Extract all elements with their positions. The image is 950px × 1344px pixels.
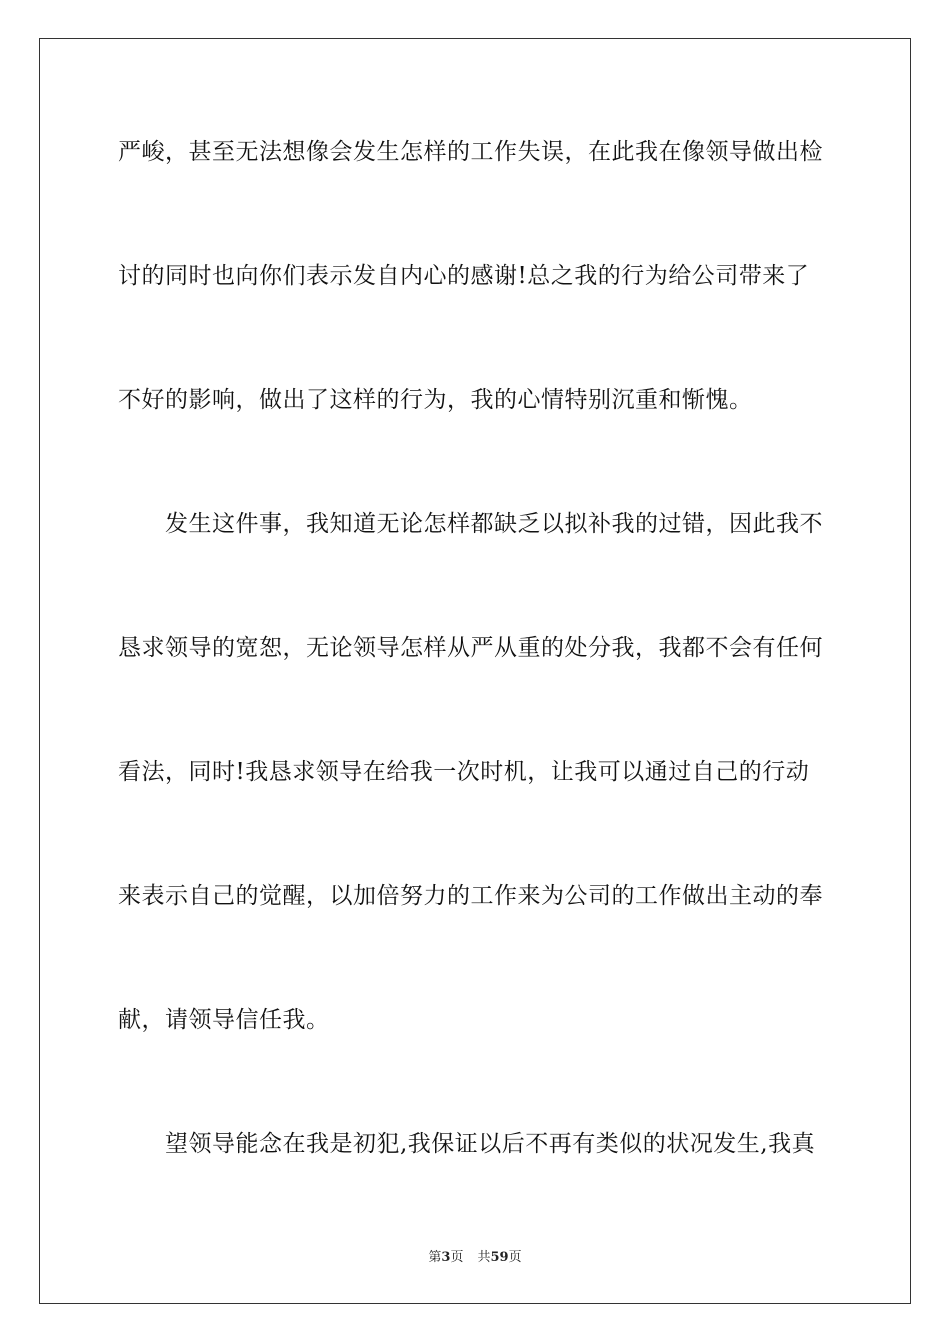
paragraph-first-line: 发生这件事，我知道无论怎样都缺乏以拟补我的过错，因此我不 (165, 511, 823, 537)
text-line: 不好的影响，做出了这样的行为，我的心情特别沉重和惭愧。 (118, 387, 753, 413)
total-suffix: 页 (508, 1250, 522, 1265)
page-number: 3 (441, 1250, 451, 1265)
paragraph-first-line: 望领导能念在我是初犯,我保证以后不再有类似的状况发生,我真 (165, 1131, 816, 1157)
page-border (39, 38, 911, 1304)
page-suffix: 页 (450, 1250, 464, 1265)
page-prefix: 第 (428, 1250, 442, 1265)
page-footer (0, 1249, 950, 1267)
text-line: 恳求领导的宽恕，无论领导怎样从严从重的处分我，我都不会有任何 (118, 635, 823, 661)
text-line: 讨的同时也向你们表示发自内心的感谢!总之我的行为给公司带来了 (118, 263, 810, 289)
total-prefix: 共 (477, 1250, 491, 1265)
text-line: 严峻，甚至无法想像会发生怎样的工作失误，在此我在像领导做出检 (118, 139, 823, 165)
text-line: 看法，同时!我恳求领导在给我一次时机，让我可以通过自己的行动 (118, 759, 810, 785)
text-line: 献，请领导信任我。 (118, 1007, 330, 1033)
total-pages: 59 (490, 1250, 509, 1265)
text-line: 来表示自己的觉醒，以加倍努力的工作来为公司的工作做出主动的奉 (118, 883, 823, 909)
